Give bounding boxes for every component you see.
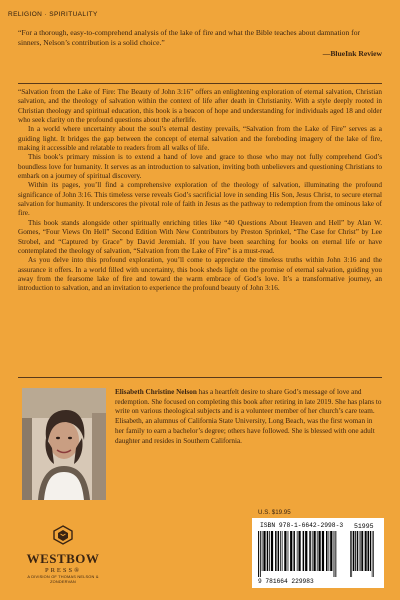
author-photo — [22, 388, 106, 500]
description-paragraph-6: As you delve into this profound exploration, you’ll come to appreciate the timeless truths within John 3:16 and the assurance it offers. In a world filled with uncertainty, this book sheds light on the promise of eternal salvation, guiding you away from the fearsome lake of fire and toward the warm embrace of God’s love. It’s a transformative journey, an introduction to salvation, and an invitation to experience the profound beauty of John 3:16. — [18, 256, 382, 293]
publisher-division: A DIVISION OF THOMAS NELSON & ZONDERVAN — [27, 574, 99, 584]
description-paragraph-2: In a world where uncertainty about the soul’s eternal destiny prevails, “Salvation from the Lake of Fire” serves as a guiding light. It bridges the gap between the concept of eternal salvation and the foreboding imagery of the lake of fire, making it accessible and relatable to readers from all walks of life. — [18, 125, 382, 153]
description-paragraph-3: This book’s primary mission is to extend a hand of love and grace to those who may not fully comprehend God’s boundless love for humanity. It serves as an introduction to salvation, inviting both unbelievers and questioning Christians to embark on a journey of spiritual discovery. — [18, 153, 382, 181]
isbn-label: ISBN 978-1-6642-2998-3 — [260, 522, 344, 529]
description-title-quote: “Salvation from the Lake of Fire: The Beauty of John 3:16” — [18, 88, 194, 96]
review-source: —BlueInk Review — [322, 49, 382, 58]
barcode — [252, 518, 384, 588]
review-quote-text: “For a thorough, easy-to-comprehend analysis of the lake of fire and what the Bible teaches about damnation for sinners, Nelson’s contribution is a solid choice.” — [18, 28, 361, 47]
publisher-name: WESTBOW — [26, 551, 100, 566]
barcode-addon-bars — [350, 531, 380, 577]
description-paragraph-5: This book stands alongside other spiritually enriching titles like “40 Questions About Heaven and Hell” by Alan W. Gomes, “Four Views On Hell” Second Edition With New Contributors by Preston Sprinkel, “The Case for Christ” by Lee Strobel, and “Captured by Grace” by David Jeremiah. If you have been searching for books on eternal life or have contemplated the theology of salvation, “Salvation from the Lake of Fire” is a must-read. — [18, 218, 382, 255]
publisher-logo — [18, 524, 108, 590]
category-label: RELIGION · SPIRITUALITY — [8, 11, 98, 18]
publisher-press: PRESS® — [44, 567, 82, 574]
description-paragraph-1 — [18, 88, 382, 125]
description-p1-text: offers an enlightening exploration of eternal salvation, Christian salvation, and the theology of salvation within the context of life after death in Christianity. With a style deeply rooted in Christian theology and spiritual education, this book is a beacon of hope and understanding for individuals aged 18 and older who seek clarity on the profound questions about the afterlife. — [18, 88, 382, 125]
divider-mid — [18, 377, 382, 378]
divider-top — [18, 83, 382, 84]
description-paragraph-4: Within its pages, you’ll find a comprehensive exploration of the theology of salvation, illuminating the profound significance of John 3:16. This timeless verse reveals God’s sacrificial love in sending His Son, Jesus Christ, to secure eternal salvation for humanity. It underscores the pivotal role of faith in Jesus as the pathway to redemption from the ominous lake of fire. — [18, 181, 382, 218]
author-name: Elisabeth Christine Nelson — [115, 388, 197, 396]
barcode-main-bars — [258, 531, 348, 577]
author-bio-text: has a heartfelt desire to share God’s message of love and redemption. She focused on completing this book after retiring in late 2019. She has plans to write on various theological subjects and is a volunteer member of her church’s care team. Elisabeth, an alumnus of California State University, Long Beach, was the first woman in her family to earn a bachelor’s degree; others have followed. She is blessed with one adult daughter and resides in Southern California. — [115, 388, 382, 445]
book-description — [18, 88, 382, 294]
barcode-addon-digits: 51995 — [354, 523, 374, 530]
publisher-emblem-icon — [50, 524, 76, 546]
review-quote — [18, 28, 382, 59]
barcode-main-digits: 9 781664 229983 — [258, 578, 314, 585]
author-bio — [115, 388, 383, 446]
price-label: U.S. $19.95 — [258, 509, 291, 516]
